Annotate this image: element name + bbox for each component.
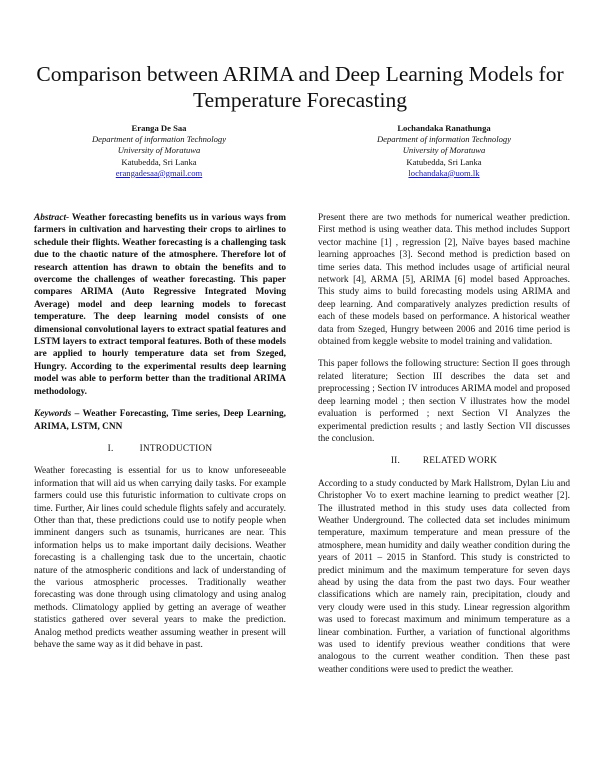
author-department: Department of information Technology (376, 134, 512, 145)
author-email-link[interactable]: lochandaka@uom.lk (408, 167, 480, 178)
abstract (34, 212, 286, 398)
author-block-1 (44, 123, 274, 179)
section-heading-related-work (318, 455, 570, 467)
section-title: RELATED WORK (422, 456, 498, 467)
paper-title: Comparison between ARIMA and Deep Learning Models for Temperature Forecasting (36, 62, 564, 112)
section-heading-introduction (34, 443, 286, 455)
paragraph: According to a study conducted by Mark Hallstrom, Dylan Liu and Christopher Vo to exert machine learning to predict weather [2]. The illustrated method in this study uses data collected from Weather Underground. The collected data set includes minimum temperature, maximum temperature and mean pressure of the atmosphere, mean humidity and daily weather condition during the years of 2011 – 2015 in Stanford. This study is constricted to predict minimum and the maximum temperature for seven days ahead by using the data from the past two days. Four weather classifications which are namely rain, precipitation, cloudy and very cloudy were used in this study. Linear regression algorithm was used to forecast maximum and minimum temperature as a linear combination. Further, a variation of functional algorithms was used to identify previous weather conditions that were analogous to the current weather condition. Then these past weather conditions were used to predict the weather. (318, 478, 570, 675)
author-block-2 (329, 123, 559, 179)
author-email-link[interactable]: erangadesaa@gmail.com (115, 167, 203, 178)
abstract-text: Weather forecasting benefits us in various ways from farmers in cultivation and harvesting their crops to airlines to schedule their flights. Weather forecasting is a challenging task due to the chaotic nature of the atmosphere. Therefore lot of research attention has drawn to obtain the benefits and to overcome the challenges of weather forecasting. This paper compares ARIMA (Auto Regressive Integrated Moving Average) model and deep learning models to forecast temperature. The deep learning model consists of one dimensional convolutional layers to extract spatial features and LSTM layers to extract temporal features. Both of these models are applied to hourly temperature data set from Szeged, Hungry. According to the experimental results deep learning model was able to perform better than the traditional ARIMA methodology. (34, 213, 286, 397)
section-number: II. (390, 456, 400, 467)
author-department: Department of information Technology (91, 134, 227, 145)
left-column (34, 212, 286, 661)
author-address: Katubedda, Sri Lanka (406, 156, 482, 167)
paragraph: Present there are two methods for numerical weather prediction. First method is using weather data. This method includes Support vector machine [1] , regression [2], Naïve bayes based machine learning approaches [3]. Second method is prediction based on time series data. This method includes usage of artificial neural network [4], ARMA [5], ARIMA [6] model based Approaches. This study aims to build forecasting models using ARIMA and deep learning. And comparatively analyzes prediction results of each of these models based on performance. A historical weather data from Szeged, Hungry between 2006 and 2016 time period is obtained from keggle website to model training and validation. (318, 213, 570, 348)
section-number: I. (107, 443, 114, 454)
keywords-text: – Weather Forecasting, Time series, Deep Learning, ARIMA, LSTM, CNN (34, 409, 286, 432)
section-title: INTRODUCTION (139, 443, 213, 454)
keywords (34, 408, 286, 433)
abstract-lead: Abstract- (34, 213, 70, 223)
keywords-lead: Keywords (34, 409, 72, 420)
author-university: University of Moratuwa (402, 145, 486, 156)
author-university: University of Moratuwa (117, 145, 201, 156)
paragraph: Weather forecasting is essential for us to know unforeseeable information that will aid us when carrying daily tasks. For example farmers could use this futuristic information to cultivate crops on time. Further, Air lines could schedule flights safely and accurately. Other than that, these predictions could use to notify people when imminent dangers such as tsunamis, hurricanes are near. This information helps us to make important daily decisions. Weather forecasting is a challenging task due to the uncertain, chaotic nature of the atmospheric conditions and lack of understanding of the various atmospheric processes. Traditionally weather forecasting was done through using climatology and using analog methods. Climatology applied by getting an average of weather statistics gathered over several years to make the prediction. Analog method predicts weather assuming weather in present will behave the same way as it did behave in past. (34, 466, 286, 650)
paragraph: This paper follows the following structure: Section II goes through related literature; Section III describes the data set and preprocessing ; Section IV introduces ARIMA model and proposed deep learning model ; then section V illustrates how the model evaluation is performed ; next Section VI Analyzes the experimental prediction results ; and lastly Section VII discusses the conclusion. (318, 359, 570, 444)
author-address: Katubedda, Sri Lanka (121, 156, 197, 167)
author-name: Eranga De Saa (131, 123, 187, 133)
author-name: Lochandaka Ranathunga (397, 123, 491, 133)
right-column (318, 212, 570, 686)
